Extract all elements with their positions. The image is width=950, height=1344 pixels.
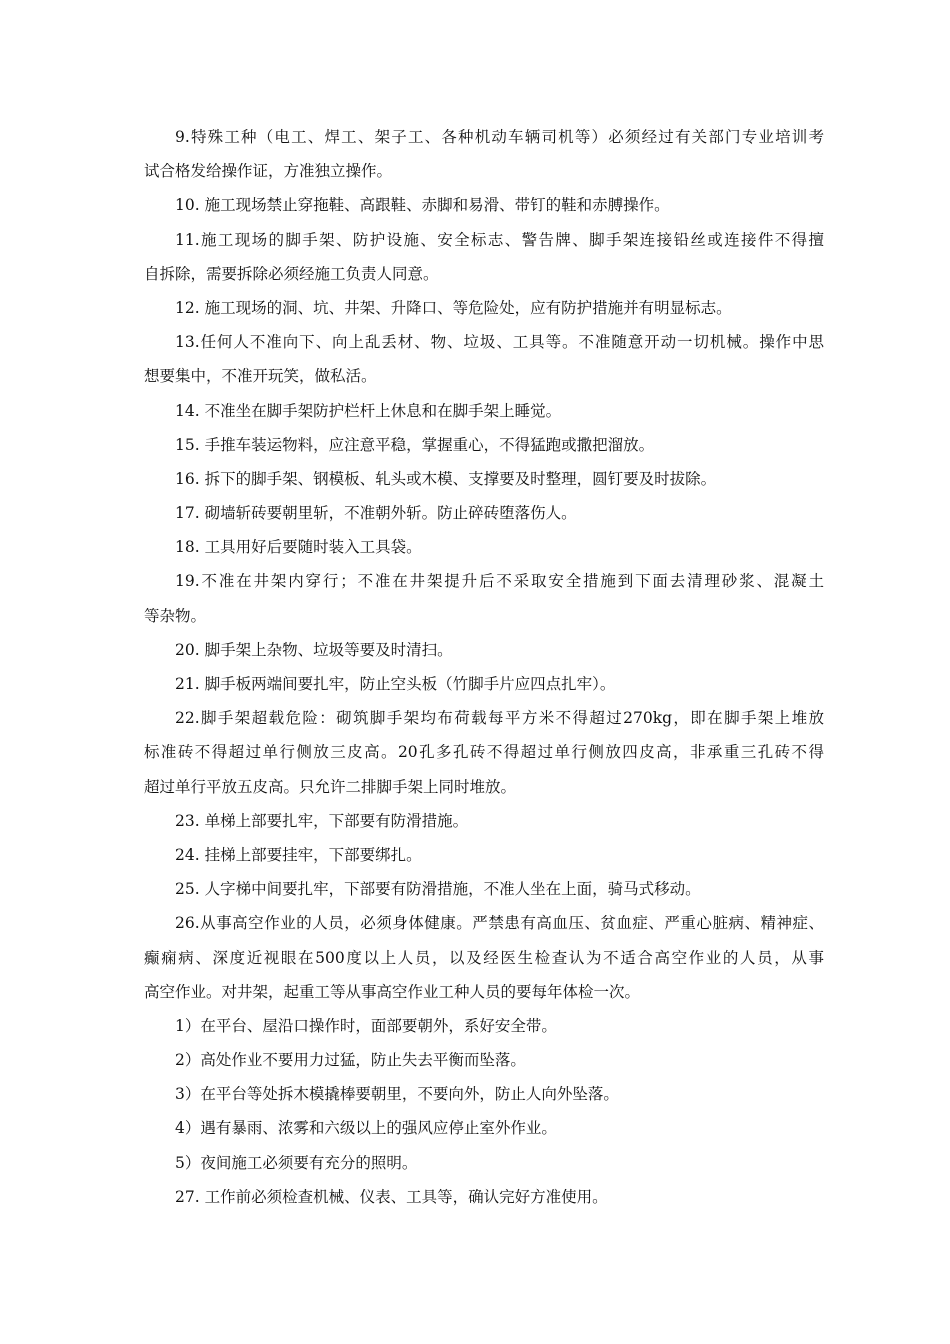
paragraph-item <box>144 701 824 804</box>
paragraph-line: 23. 单梯上部要扎牢，下部要有防滑措施。 <box>175 811 469 830</box>
paragraph-line: 18. 工具用好后要随时装入工具袋。 <box>175 538 422 557</box>
paragraph-item <box>144 564 824 632</box>
paragraph-line: 癫痫病、深度近视眼在500度以上人员，以及经医生检查认为不适合高空作业的人员，从事 <box>144 948 824 967</box>
paragraph-line: 14. 不准坐在脚手架防护栏杆上休息和在脚手架上睡觉。 <box>175 401 562 420</box>
paragraph-line: 19.不准在井架内穿行；不准在井架提升后不采取安全措施到下面去清理砂浆、混凝土 <box>175 572 824 591</box>
paragraph-item <box>144 872 824 906</box>
paragraph-item <box>144 1111 824 1145</box>
paragraph-line: 2）高处作业不要用力过猛，防止失去平衡而坠落。 <box>175 1051 526 1070</box>
paragraph-line: 超过单行平放五皮高。只允许二排脚手架上同时堆放。 <box>144 777 517 796</box>
paragraph-line: 24. 挂梯上部要挂牢，下部要绑扎。 <box>175 845 422 864</box>
paragraph-line: 试合格发给操作证，方准独立操作。 <box>144 162 393 181</box>
paragraph-line: 9.特殊工种（电工、焊工、架子工、各种机动车辆司机等）必须经过有关部门专业培训考 <box>175 128 824 146</box>
paragraph-item <box>144 223 824 291</box>
paragraph-item <box>144 804 824 838</box>
paragraph-item <box>144 1180 824 1214</box>
paragraph-item <box>144 120 824 188</box>
paragraph-item <box>144 633 824 667</box>
paragraph-line: 15. 手推车装运物料，应注意平稳，掌握重心，不得猛跑或撒把溜放。 <box>175 435 655 454</box>
paragraph-item <box>144 462 824 496</box>
paragraph-item <box>144 906 824 1009</box>
paragraph-item <box>144 667 824 701</box>
paragraph-item <box>144 188 824 222</box>
paragraph-item <box>144 496 824 530</box>
paragraph-line: 26.从事高空作业的人员，必须身体健康。严禁患有高血压、贫血症、严重心脏病、精神症、 <box>175 914 824 933</box>
paragraph-item <box>144 1043 824 1077</box>
paragraph-line: 12. 施工现场的洞、坑、井架、升降口、等危险处，应有防护措施并有明显标志。 <box>175 298 732 317</box>
paragraph-line: 5）夜间施工必须要有充分的照明。 <box>175 1153 418 1172</box>
paragraph-line: 25. 人字梯中间要扎牢，下部要有防滑措施，不准人坐在上面，骑马式移动。 <box>175 880 701 899</box>
paragraph-item <box>144 291 824 325</box>
paragraph-item <box>144 838 824 872</box>
paragraph-item <box>144 1077 824 1111</box>
paragraph-line: 自拆除，需要拆除必须经施工负责人同意。 <box>144 264 439 283</box>
paragraph-line: 10. 施工现场禁止穿拖鞋、高跟鞋、赤脚和易滑、带钉的鞋和赤膊操作。 <box>175 196 670 215</box>
paragraph-item <box>144 530 824 564</box>
paragraph-line: 等杂物。 <box>144 606 207 625</box>
paragraph-line: 3）在平台等处拆木模撬棒要朝里，不要向外，防止人向外坠落。 <box>175 1085 619 1104</box>
paragraph-line: 22.脚手架超载危险：砌筑脚手架均布荷载每平方米不得超过270kg，即在脚手架上堆放 <box>175 709 824 728</box>
paragraph-line: 标准砖不得超过单行侧放三皮高。20孔多孔砖不得超过单行侧放四皮高，非承重三孔砖不得 <box>144 743 824 762</box>
paragraph-line: 13.任何人不准向下、向上乱丢材、物、垃圾、工具等。不准随意开动一切机械。操作中思 <box>175 333 824 352</box>
paragraph-line: 想要集中，不准开玩笑，做私活。 <box>144 367 377 386</box>
paragraph-line: 17. 砌墙斩砖要朝里斩，不准朝外斩。防止碎砖堕落伤人。 <box>175 504 577 523</box>
paragraph-line: 21. 脚手板两端间要扎牢，防止空头板（竹脚手片应四点扎牢）。 <box>175 675 616 693</box>
document-body <box>144 120 824 1214</box>
paragraph-line: 27. 工作前必须检查机械、仪表、工具等，确认完好方准使用。 <box>175 1187 608 1206</box>
paragraph-line: 20. 脚手架上杂物、垃圾等要及时清扫。 <box>175 640 453 659</box>
paragraph-line: 11.施工现场的脚手架、防护设施、安全标志、警告牌、脚手架连接铅丝或连接件不得擅 <box>175 230 824 249</box>
paragraph-line: 16. 拆下的脚手架、钢模板、轧头或木模、支撑要及时整理，圆钉要及时拔除。 <box>175 469 717 488</box>
paragraph-line: 4）遇有暴雨、浓雾和六级以上的强风应停止室外作业。 <box>175 1119 557 1138</box>
paragraph-item <box>144 394 824 428</box>
paragraph-item <box>144 1009 824 1043</box>
paragraph-item <box>144 1146 824 1180</box>
paragraph-line: 高空作业。对井架，起重工等从事高空作业工种人员的要每年体检一次。 <box>144 982 641 1001</box>
paragraph-item <box>144 325 824 393</box>
paragraph-line: 1）在平台、屋沿口操作时，面部要朝外，系好安全带。 <box>175 1016 557 1035</box>
paragraph-item <box>144 428 824 462</box>
